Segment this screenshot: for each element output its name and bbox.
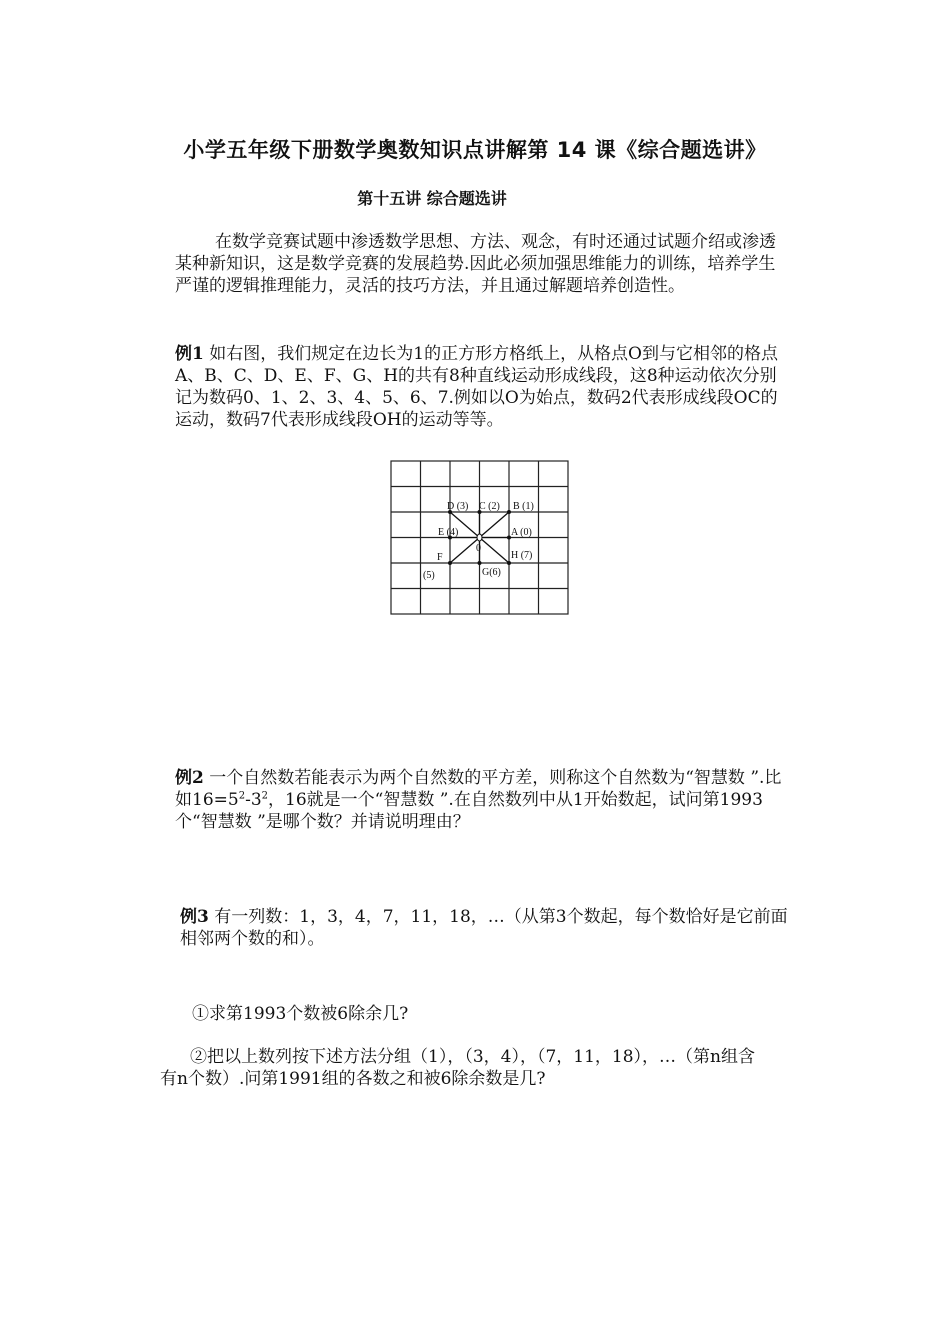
example-2 bbox=[175, 767, 787, 833]
example-3-label: 例3 bbox=[180, 907, 209, 927]
example-2-label: 例2 bbox=[175, 768, 204, 788]
example-2-exponent-1: 2 bbox=[238, 790, 246, 802]
label-B: B (1) bbox=[513, 501, 534, 512]
origin-point bbox=[477, 534, 482, 541]
example-2-text-c: ，16就是一个“智慧数 ”.在自然数列中从1开始数起，试问第1993个“智慧数 ”是哪个数？并请说明理由？ bbox=[175, 790, 763, 832]
label-H: H (7) bbox=[511, 550, 533, 561]
example-3 bbox=[180, 906, 788, 950]
intro-paragraph: 在数学竞赛试题中渗透数学思想、方法、观念，有时还通过试题介绍或渗透某种新知识，这是数学竞赛的发展趋势.因此必须加强思维能力的训练，培养学生严谨的逻辑推理能力，灵活的技巧方法，并且通过解题培养创造性。 bbox=[175, 232, 776, 296]
label-F: F bbox=[437, 552, 443, 563]
example-1-text: 如右图，我们规定在边长为1的正方形方格纸上，从格点O到与它相邻的格点A、B、C、D、E、F、G、H的共有8种直线运动形成线段，这8种运动依次分别记为数码0、1、2、3、4、5、6、7.例如以O为始点，数码2代表形成线段OC的运动，数码7代表形成线段OH的运动等等。 bbox=[175, 344, 778, 430]
example-3-question-2: ②把以上数列按下述方法分组（1），（3，4），（7，11，18），…（第n组含有n个数）.问第1991组的各数之和被6除余数是几? bbox=[160, 1047, 755, 1089]
example-1-label: 例1 bbox=[175, 344, 204, 364]
label-C: C (2) bbox=[479, 501, 500, 512]
label-G: G(6) bbox=[482, 567, 501, 578]
example-3-text: 有一列数：1，3，4，7，11，18，…（从第3个数起，每个数恰好是它前面相邻两个数的和）。 bbox=[180, 907, 788, 949]
label-A: A (0) bbox=[511, 527, 532, 538]
grid-figure bbox=[390, 460, 570, 616]
example-2-text-a: 一个自然数若能表示为两个自然数的平方差，则称这个自然数为“智慧数 ”.比如16=5 bbox=[175, 768, 782, 810]
example-2-text-b: -3 bbox=[245, 790, 262, 810]
label-O: 0 bbox=[476, 543, 481, 554]
example-2-exponent-2: 2 bbox=[261, 790, 269, 802]
label-D: D (3) bbox=[447, 501, 469, 512]
document-title: 小学五年级下册数学奥数知识点讲解第 14 课《综合题选讲》 bbox=[183, 138, 767, 162]
example-3-question-1: ①求第1993个数被6除余几? bbox=[192, 1004, 409, 1024]
lecture-subtitle: 第十五讲 综合题选讲 bbox=[357, 189, 507, 208]
label-F-code: (5) bbox=[423, 570, 435, 581]
example-1 bbox=[175, 343, 787, 431]
label-E: E (4) bbox=[438, 527, 459, 538]
